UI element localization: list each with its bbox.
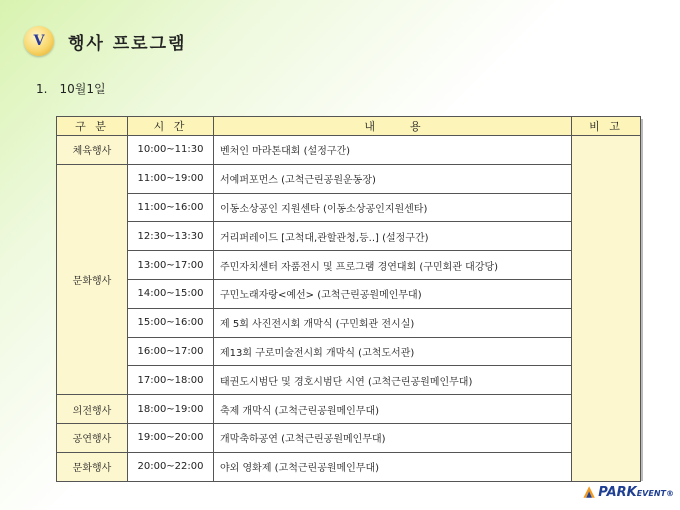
row-content: 구민노래자랑<예선> (고척근린공원메인무대) [214, 279, 572, 308]
subsection-number: 1. [36, 82, 48, 96]
row-category: 공연행사 [57, 423, 128, 452]
table-row [57, 251, 641, 280]
table-row [57, 279, 641, 308]
row-category: 의전행사 [57, 395, 128, 424]
table-row [57, 452, 641, 481]
row-time: 11:00~19:00 [128, 164, 214, 193]
section-numeral: Ⅴ [33, 33, 45, 49]
subsection-heading [36, 80, 106, 97]
row-time: 14:00~15:00 [128, 279, 214, 308]
row-content: 축제 개막식 (고척근린공원메인무대) [214, 395, 572, 424]
table-row [57, 337, 641, 366]
row-category: 문화행사 [57, 452, 128, 481]
header-category: 구 분 [57, 117, 128, 136]
header-time: 시 간 [128, 117, 214, 136]
table-row [57, 136, 641, 165]
row-content: 야외 영화제 (고척근린공원메인무대) [214, 452, 572, 481]
row-time: 15:00~16:00 [128, 308, 214, 337]
row-time: 19:00~20:00 [128, 423, 214, 452]
row-time: 17:00~18:00 [128, 366, 214, 395]
row-content: 벤처인 마라톤대회 (설정구간) [214, 136, 572, 165]
parkevent-logo [582, 480, 674, 504]
row-content: 거리퍼레이드 [고척대,관할관청,등..] (설정구간) [214, 222, 572, 251]
logo-text: PARK [598, 484, 637, 500]
subsection-date: 10월1일 [59, 82, 106, 96]
row-content: 태권도시범단 및 경호시범단 시연 (고척근린공원메인무대) [214, 366, 572, 395]
logo-suffix: EVENT [636, 488, 666, 498]
logo-registered-mark: ® [666, 488, 674, 498]
table-row [57, 193, 641, 222]
row-content: 제 5회 사진전시회 개막식 (구민회관 전시실) [214, 308, 572, 337]
row-category: 문화행사 [57, 164, 128, 394]
row-time: 13:00~17:00 [128, 251, 214, 280]
row-time: 11:00~16:00 [128, 193, 214, 222]
table-row [57, 308, 641, 337]
row-time: 12:30~13:30 [128, 222, 214, 251]
table-row [57, 423, 641, 452]
table-row [57, 395, 641, 424]
row-category: 체육행사 [57, 136, 128, 165]
program-table [56, 116, 641, 482]
table-row [57, 366, 641, 395]
row-content: 개막축하공연 (고척근린공원메인무대) [214, 423, 572, 452]
table-row [57, 222, 641, 251]
table-header-row [57, 117, 641, 136]
row-time: 20:00~22:00 [128, 452, 214, 481]
row-time: 16:00~17:00 [128, 337, 214, 366]
parkevent-logo-icon [582, 482, 596, 502]
logo-wordmark [598, 485, 674, 500]
header-remark: 비 고 [572, 117, 641, 136]
row-content: 이동소상공인 지원센타 (이동소상공인지원센타) [214, 193, 572, 222]
header-content [214, 117, 572, 136]
header-content-label: 내 용 [364, 120, 421, 133]
section-number-badge [24, 26, 54, 56]
row-content: 제13회 구로미술전시회 개막식 (고척도서관) [214, 337, 572, 366]
section-title: 행사 프로그램 [68, 34, 187, 54]
row-time: 10:00~11:30 [128, 136, 214, 165]
program-table-container [56, 116, 640, 478]
remark-cell [572, 136, 641, 482]
row-time: 18:00~19:00 [128, 395, 214, 424]
table-row [57, 164, 641, 193]
row-content: 주민자치센터 자품전시 및 프로그램 경연대회 (구민회관 대강당) [214, 251, 572, 280]
row-content: 서예퍼포먼스 (고척근린공원운동장) [214, 164, 572, 193]
